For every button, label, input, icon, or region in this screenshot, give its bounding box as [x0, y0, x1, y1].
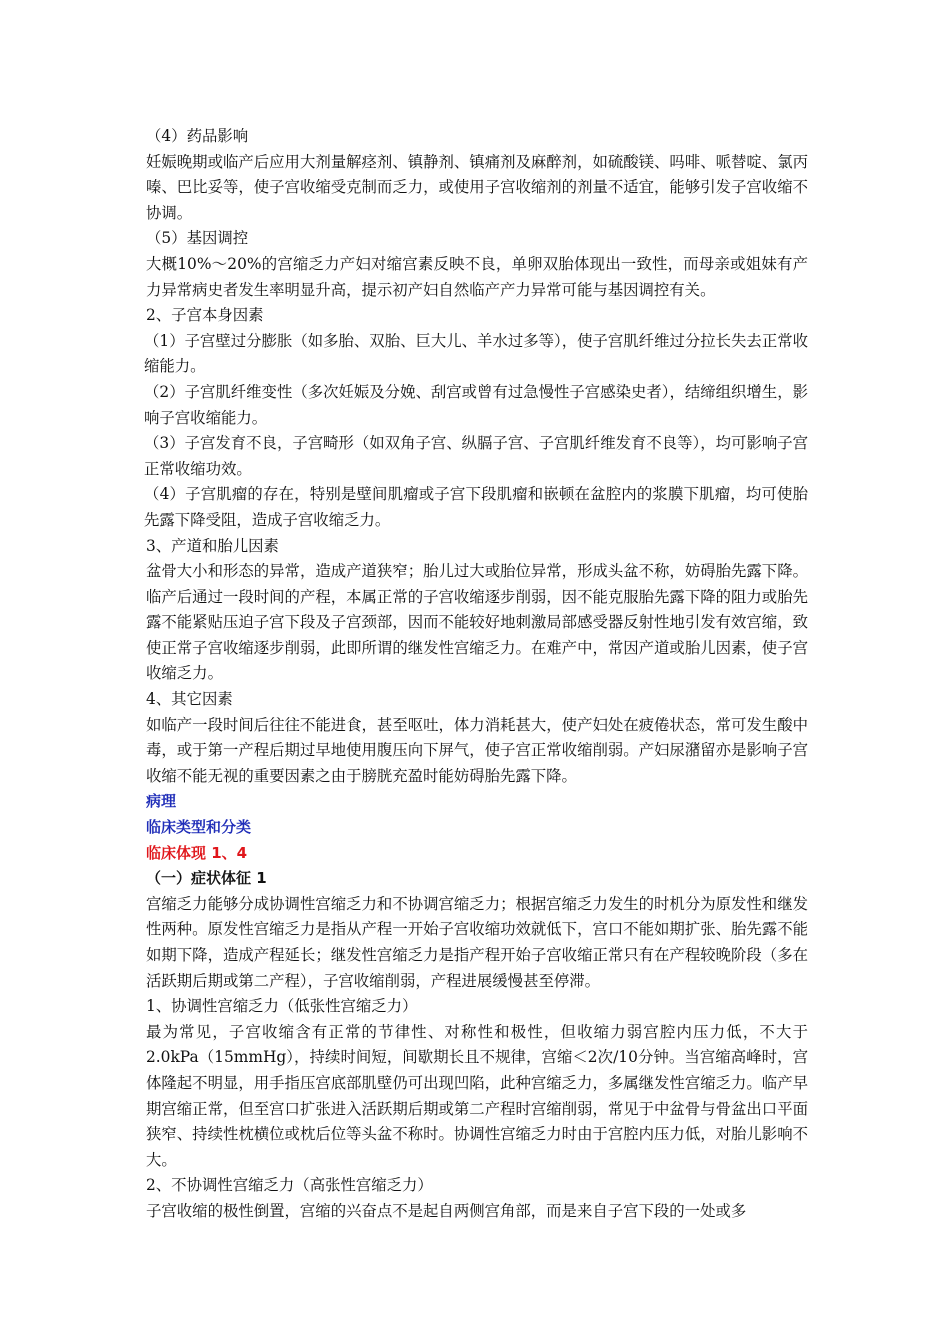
heading-pathology: 病理: [146, 792, 177, 811]
section-heading-uncoordinated-weakness: 2、不协调性宫缩乏力（高张性宫缩乏力）: [146, 1176, 433, 1195]
paragraph-birth-canal: 盆骨大小和形态的异常，造成产道狭窄；胎儿过大或胎位异常，形成头盆不称，妨碍胎先露下降。临产后通过一段时间的产程，本属正常的子宫收缩逐步削弱，因不能克服胎先露下降的阻力或胎先露不能紧贴压迫子宫下段及子宫颈部，因而不能较好地刺激局部感受器反射性地引发有效宫缩，致使正常子宫收缩逐步削弱，此即所谓的继发性宫缩乏力。在难产中，常因产道或胎儿因素，使子宫收缩乏力。: [146, 562, 808, 683]
heading-clinical-manifestation: 临床体现 1、4: [146, 843, 248, 862]
document-page: [146, 124, 808, 1225]
heading-symptoms-signs: （一）症状体征 1: [146, 869, 267, 888]
section-heading-uterus-factors: 2、子宫本身因素: [146, 306, 264, 325]
paragraph-gene-regulation: 大概10%～20%的宫缩乏力产妇对缩宫素反映不良，单卵双胎体现出一致性，而母亲或姐妹有产力异常病史者发生率明显升高，提示初产妇自然临产产力异常可能与基因调控有关。: [146, 254, 808, 299]
section-heading-coordinated-weakness: 1、协调性宫缩乏力（低张性宫缩乏力）: [146, 997, 418, 1016]
list-item-uterus-4: （4）子宫肌瘤的存在，特别是壁间肌瘤或子宫下段肌瘤和嵌顿在盆腔内的浆膜下肌瘤，均可使胎先露下降受阻，造成子宫收缩乏力。: [144, 485, 808, 529]
list-item-uterus-3: （3）子宫发育不良，子宫畸形（如双角子宫、纵膈子宫、子宫肌纤维发育不良等），均可影响子宫正常收缩功效。: [144, 434, 808, 478]
paragraph-coordinated-weakness: 最为常见，子宫收缩含有正常的节律性、对称性和极性，但收缩力弱宫腔内压力低，不大于2.0kPa（15mmHg），持续时间短，间歇期长且不规律，宫缩＜2次/10分钟。当宫缩高峰时，宫体隆起不明显，用手指压宫底部肌壁仍可出现凹陷，此种宫缩乏力，多属继发性宫缩乏力。临产早期宫缩正常，但至宫口扩张进入活跃期后期或第二产程时宫缩削弱，常见于中盆骨与骨盆出口平面狭窄、持续性枕横位或枕后位等头盆不称时。协调性宫缩乏力时由于宫腔内压力低，对胎儿影响不大。: [146, 1022, 808, 1169]
section-heading-drug-influence: （4）药品影响: [146, 127, 249, 145]
section-heading-gene-regulation: （5）基因调控: [146, 229, 249, 248]
list-item-uterus-1: （1）子宫壁过分膨胀（如多胎、双胎、巨大儿、羊水过多等），使子宫肌纤维过分拉长失去正常收缩能力。: [144, 331, 808, 376]
heading-clinical-classification: 临床类型和分类: [146, 818, 252, 837]
paragraph-drug-influence: 妊娠晚期或临产后应用大剂量解痉剂、镇静剂、镇痛剂及麻醉剂，如硫酸镁、吗啡、哌替啶、氯丙嗪、巴比妥等，使子宫收缩受克制而乏力，或使用子宫收缩剂的剂量不适宜，能够引发子宫收缩不协调。: [146, 152, 808, 222]
paragraph-other-factors: 如临产一段时间后往往不能进食，甚至呕吐，体力消耗甚大，使产妇处在疲倦状态，常可发生酸中毒，或于第一产程后期过早地使用腹压向下屏气，使子宫正常收缩削弱。产妇尿潴留亦是影响子宫收缩不能无视的重要因素之由于膀胱充盈时能妨碍胎先露下降。: [146, 715, 808, 785]
paragraph-uncoordinated-weakness: 子宫收缩的极性倒置，宫缩的兴奋点不是起自两侧宫角部，而是来自子宫下段的一处或多: [146, 1201, 747, 1220]
list-item-uterus-2: （2）子宫肌纤维变性（多次妊娠及分娩、刮宫或曾有过急慢性子宫感染史者），结缔组织增生，影响子宫收缩能力。: [144, 382, 808, 427]
paragraph-symptoms-signs: 宫缩乏力能够分成协调性宫缩乏力和不协调宫缩乏力；根据宫缩乏力发生的时机分为原发性和继发性两种。原发性宫缩乏力是指从产程一开始子宫收缩功效就低下，宫口不能如期扩张、胎先露不能如期下降，造成产程延长；继发性宫缩乏力是指产程开始子宫收缩正常只有在产程较晚阶段（多在活跃期后期或第二产程），子宫收缩削弱，产程进展缓慢甚至停滞。: [146, 894, 808, 990]
section-heading-other-factors: 4、其它因素: [146, 690, 233, 709]
section-heading-birth-canal: 3、产道和胎儿因素: [146, 536, 279, 555]
